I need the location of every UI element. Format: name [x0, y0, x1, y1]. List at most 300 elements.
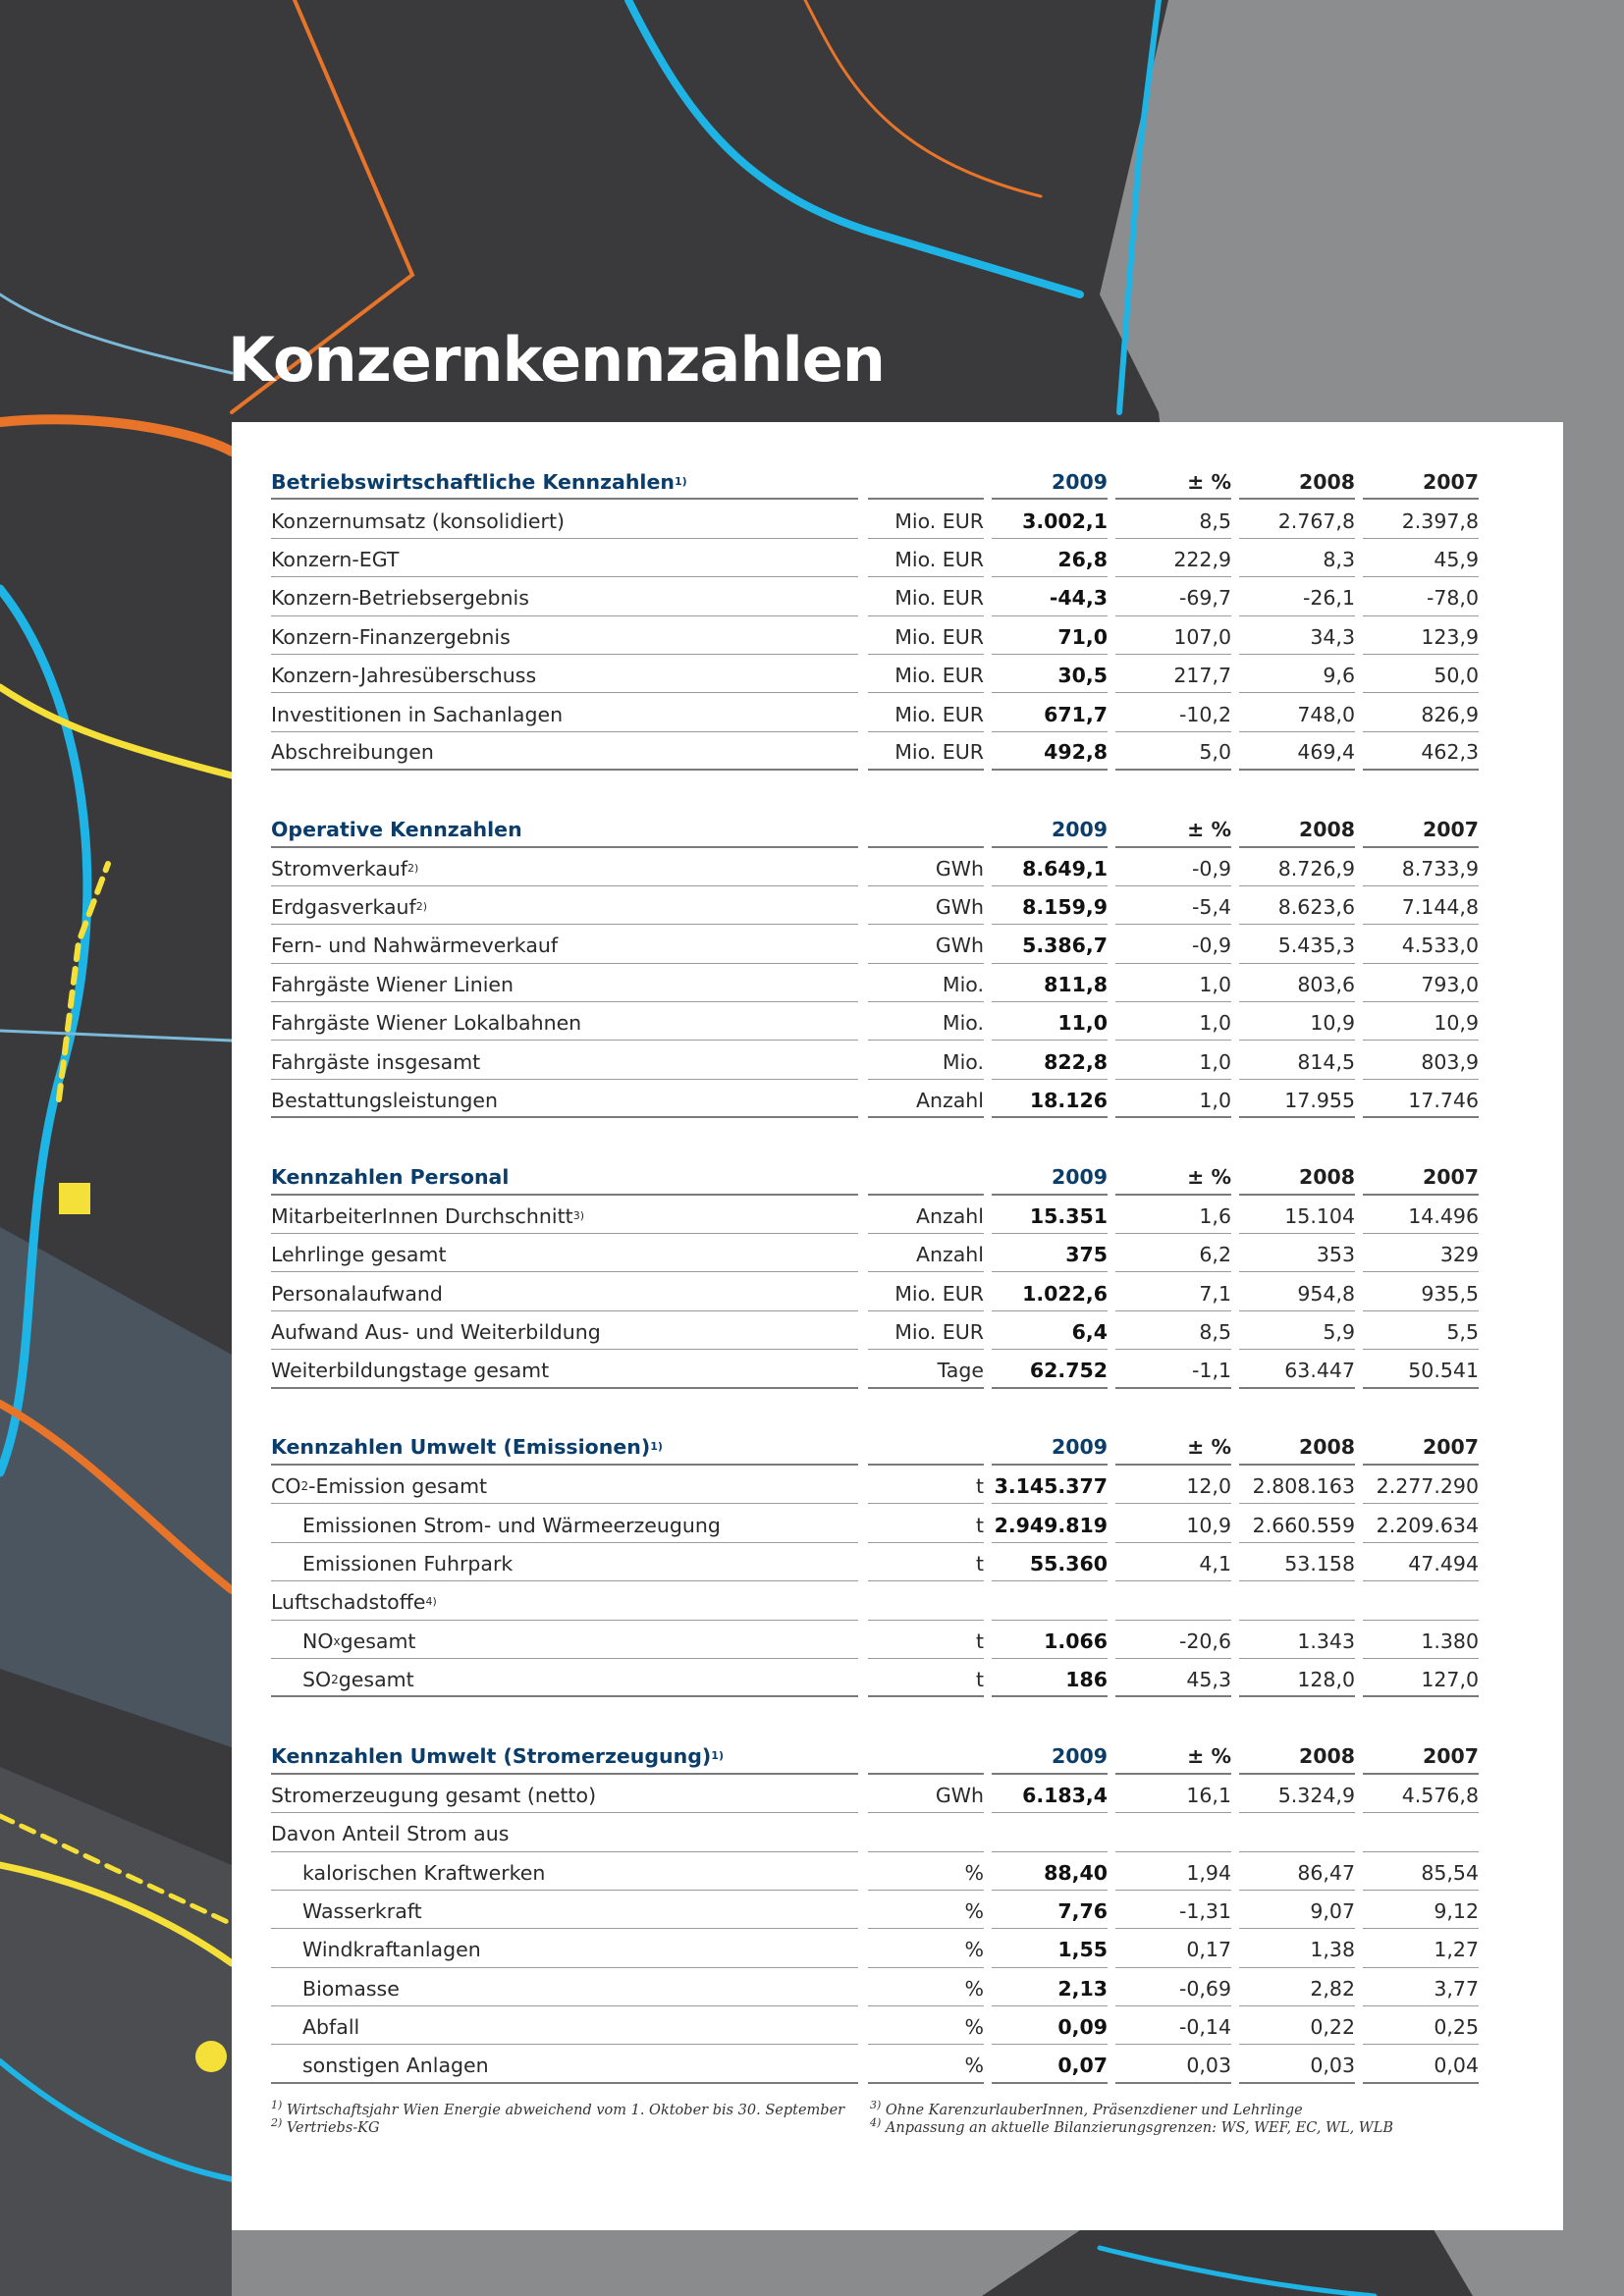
unit-cell: Tage — [868, 1350, 984, 1388]
value-2008: 353 — [1239, 1234, 1355, 1272]
row-label-text: Fahrgäste Wiener Lokalbahnen — [271, 1011, 582, 1036]
section-header-row — [271, 1735, 1479, 1774]
footnote: $^{2)}$ Vertriebs-KG — [271, 2116, 380, 2136]
unit-cell: Mio. — [868, 1041, 984, 1079]
change-percent-header: ± % — [1115, 461, 1231, 500]
kennzahlen-section — [271, 809, 1479, 1118]
row-label-text: Fahrgäste insgesamt — [271, 1049, 481, 1074]
value-2009: 1.022,6 — [992, 1272, 1108, 1310]
value-2008: 53.158 — [1239, 1543, 1355, 1581]
year-2007-header: 2007 — [1363, 809, 1479, 847]
table-row — [271, 925, 1479, 963]
value-2009: 811,8 — [992, 964, 1108, 1002]
page-title: Konzernkennzahlen — [228, 324, 885, 396]
row-label — [271, 1775, 858, 1813]
table-row — [271, 732, 1479, 771]
value-2007: 4.533,0 — [1363, 925, 1479, 963]
row-label-text: Wasserkraft — [302, 1899, 422, 1924]
kennzahlen-section — [271, 1156, 1479, 1388]
change-percent: 0,17 — [1115, 1929, 1231, 1967]
section-header-row — [271, 461, 1479, 500]
section-heading: Kennzahlen Umwelt (Stromerzeugung) 1) — [271, 1735, 858, 1774]
value-2008: 814,5 — [1239, 1041, 1355, 1079]
value-2009: 822,8 — [992, 1041, 1108, 1079]
footnotes-right — [870, 2099, 1469, 2138]
value-2008: 9,6 — [1239, 655, 1355, 693]
year-2009-header: 2009 — [992, 1735, 1108, 1774]
value-2009: 6,4 — [992, 1311, 1108, 1350]
value-2009: -44,3 — [992, 577, 1108, 615]
value-2008: -26,1 — [1239, 577, 1355, 615]
row-label-text: Davon Anteil Strom aus — [271, 1822, 510, 1846]
value-2009: 0,09 — [992, 2006, 1108, 2045]
change-percent: -10,2 — [1115, 693, 1231, 731]
change-percent: 107,0 — [1115, 616, 1231, 655]
value-2007: 0,25 — [1363, 2006, 1479, 2045]
unit-cell: Mio. EUR — [868, 1311, 984, 1350]
unit-cell: Mio. EUR — [868, 500, 984, 538]
row-label-text: Bestattungsleistungen — [271, 1088, 499, 1112]
row-label — [271, 1002, 858, 1041]
key-figures-tables — [271, 461, 1479, 2122]
value-2008: 1.343 — [1239, 1621, 1355, 1659]
value-2009: 1,55 — [992, 1929, 1108, 1967]
value-2008: 469,4 — [1239, 732, 1355, 771]
unit-cell: Anzahl — [868, 1234, 984, 1272]
row-label — [271, 964, 858, 1002]
unit-cell: Mio. EUR — [868, 1272, 984, 1310]
value-2009: 186 — [992, 1659, 1108, 1697]
key-figures-panel — [232, 422, 1563, 2230]
row-label — [271, 1350, 858, 1388]
value-2007: 123,9 — [1363, 616, 1479, 655]
table-row — [271, 1504, 1479, 1542]
value-2008: 2.767,8 — [1239, 500, 1355, 538]
row-label-text: Luftschadstoffe — [271, 1590, 426, 1615]
table-row — [271, 2006, 1479, 2045]
table-row — [271, 1350, 1479, 1388]
row-label-text: Konzern-Finanzergebnis — [271, 624, 511, 649]
change-percent: 1,94 — [1115, 1852, 1231, 1891]
value-2008: 803,6 — [1239, 964, 1355, 1002]
table-row — [271, 1196, 1479, 1234]
year-2008-header: 2008 — [1239, 809, 1355, 847]
row-label-text: Fern- und Nahwärmeverkauf — [271, 934, 559, 958]
change-percent: 1,0 — [1115, 1041, 1231, 1079]
value-2007: 803,9 — [1363, 1041, 1479, 1079]
section-header-row — [271, 1156, 1479, 1195]
table-row — [271, 1002, 1479, 1041]
table-row — [271, 1041, 1479, 1079]
unit-cell: GWh — [868, 1775, 984, 1813]
value-2009: 30,5 — [992, 655, 1108, 693]
value-2007: 2.277.290 — [1363, 1466, 1479, 1504]
value-2008: 5,9 — [1239, 1311, 1355, 1350]
row-label-text: Stromerzeugung gesamt (netto) — [271, 1783, 597, 1807]
row-label — [271, 693, 858, 731]
row-label-suffix: gesamt — [340, 1629, 416, 1653]
value-2008: 34,3 — [1239, 616, 1355, 655]
change-percent: 4,1 — [1115, 1543, 1231, 1581]
value-2007: 14.496 — [1363, 1196, 1479, 1234]
unit-cell — [868, 1581, 984, 1620]
value-2009: 375 — [992, 1234, 1108, 1272]
table-row — [271, 1659, 1479, 1697]
unit-cell: Anzahl — [868, 1080, 984, 1118]
value-2008: 8.726,9 — [1239, 848, 1355, 886]
row-label-text: Konzern-Jahresüberschuss — [271, 664, 537, 688]
year-2008-header: 2008 — [1239, 1427, 1355, 1466]
unit-cell: Mio. EUR — [868, 732, 984, 771]
value-2007: 2.397,8 — [1363, 500, 1479, 538]
section-heading-text: Kennzahlen Umwelt (Emissionen) — [271, 1435, 651, 1460]
row-label-text: Emissionen Fuhrpark — [302, 1551, 514, 1575]
row-label-text: kalorischen Kraftwerken — [302, 1860, 546, 1885]
table-row — [271, 1311, 1479, 1350]
section-heading-text: Operative Kennzahlen — [271, 817, 522, 841]
row-label — [271, 1929, 858, 1967]
row-label-text: Aufwand Aus- und Weiterbildung — [271, 1320, 601, 1344]
row-label: CO 2 -Emission gesamt — [271, 1466, 858, 1504]
value-2009: 26,8 — [992, 539, 1108, 577]
section-heading-text: Betriebswirtschaftliche Kennzahlen — [271, 469, 675, 494]
unit-cell: % — [868, 1852, 984, 1891]
row-label — [271, 616, 858, 655]
value-2008: 2.660.559 — [1239, 1504, 1355, 1542]
value-2008: 8.623,6 — [1239, 886, 1355, 925]
change-percent: 1,6 — [1115, 1196, 1231, 1234]
row-label-text: Windkraftanlagen — [302, 1938, 481, 1962]
value-2007: 462,3 — [1363, 732, 1479, 771]
unit-cell: Mio. EUR — [868, 693, 984, 731]
section-heading-text: Kennzahlen Personal — [271, 1164, 510, 1189]
row-label-text: NO — [302, 1629, 334, 1653]
value-2008: 5.324,9 — [1239, 1775, 1355, 1813]
section-heading: Betriebswirtschaftliche Kennzahlen 1) — [271, 461, 858, 500]
row-label-text: Weiterbildungstage gesamt — [271, 1358, 550, 1382]
footnotes-left — [271, 2099, 870, 2138]
unit-cell: Mio. EUR — [868, 577, 984, 615]
row-label — [271, 577, 858, 615]
row-label — [271, 732, 858, 771]
unit-column-header — [868, 461, 984, 500]
row-label-text: Abfall — [302, 2015, 360, 2040]
change-percent: 222,9 — [1115, 539, 1231, 577]
value-2007: 127,0 — [1363, 1659, 1479, 1697]
year-2009-header: 2009 — [992, 1156, 1108, 1195]
value-2007: 47.494 — [1363, 1543, 1479, 1581]
table-row — [271, 1581, 1479, 1620]
row-label-text: Konzern-EGT — [271, 547, 400, 571]
unit-cell: % — [868, 2006, 984, 2045]
change-percent: -0,14 — [1115, 2006, 1231, 2045]
table-row — [271, 964, 1479, 1002]
section-header-row — [271, 809, 1479, 847]
unit-cell: Mio. EUR — [868, 616, 984, 655]
year-2007-header: 2007 — [1363, 1156, 1479, 1195]
value-2008: 2,82 — [1239, 1968, 1355, 2006]
change-percent: -69,7 — [1115, 577, 1231, 615]
change-percent: 0,03 — [1115, 2045, 1231, 2083]
year-2007-header: 2007 — [1363, 1427, 1479, 1466]
row-label: Erdgasverkauf 2) — [271, 886, 858, 925]
unit-cell: % — [868, 1929, 984, 1967]
unit-cell: t — [868, 1659, 984, 1697]
value-2007: 1,27 — [1363, 1929, 1479, 1967]
unit-column-header — [868, 1735, 984, 1774]
value-2009: 3.145.377 — [992, 1466, 1108, 1504]
value-2008 — [1239, 1581, 1355, 1620]
change-percent: -0,69 — [1115, 1968, 1231, 2006]
year-2009-header: 2009 — [992, 461, 1108, 500]
table-row — [271, 1543, 1479, 1581]
table-row — [271, 1968, 1479, 2006]
value-2008: 8,3 — [1239, 539, 1355, 577]
change-percent-header: ± % — [1115, 1427, 1231, 1466]
row-label — [271, 1968, 858, 2006]
value-2009: 5.386,7 — [992, 925, 1108, 963]
value-2008: 15.104 — [1239, 1196, 1355, 1234]
change-percent: -1,1 — [1115, 1350, 1231, 1388]
value-2008: 86,47 — [1239, 1852, 1355, 1891]
value-2008: 0,22 — [1239, 2006, 1355, 2045]
value-2009: 15.351 — [992, 1196, 1108, 1234]
value-2008: 2.808.163 — [1239, 1466, 1355, 1504]
value-2007: 9,12 — [1363, 1891, 1479, 1929]
row-label: SO 2 gesamt — [271, 1659, 858, 1697]
value-2007: 793,0 — [1363, 964, 1479, 1002]
row-label — [271, 2045, 858, 2083]
value-2009: 62.752 — [992, 1350, 1108, 1388]
table-row — [271, 2045, 1479, 2083]
kennzahlen-section — [271, 461, 1479, 771]
row-label — [271, 1311, 858, 1350]
value-2007: 10,9 — [1363, 1002, 1479, 1041]
unit-cell: t — [868, 1543, 984, 1581]
value-2009: 2,13 — [992, 1968, 1108, 2006]
value-2009: 55.360 — [992, 1543, 1108, 1581]
row-label-text: Investitionen in Sachanlagen — [271, 702, 564, 726]
unit-cell: t — [868, 1504, 984, 1542]
change-percent-header: ± % — [1115, 1735, 1231, 1774]
change-percent: 5,0 — [1115, 732, 1231, 771]
change-percent-header: ± % — [1115, 1156, 1231, 1195]
change-percent: -0,9 — [1115, 925, 1231, 963]
value-2007: 4.576,8 — [1363, 1775, 1479, 1813]
table-row — [271, 1852, 1479, 1891]
row-label-text: Lehrlinge gesamt — [271, 1243, 447, 1267]
row-label-text: MitarbeiterInnen Durchschnitt — [271, 1203, 573, 1228]
row-label-text: Konzern-Betriebsergebnis — [271, 586, 529, 611]
change-percent: 1,0 — [1115, 1002, 1231, 1041]
section-heading — [271, 1156, 858, 1195]
table-row — [271, 1813, 1479, 1851]
change-percent: -5,4 — [1115, 886, 1231, 925]
row-label: MitarbeiterInnen Durchschnitt 3) — [271, 1196, 858, 1234]
unit-cell: % — [868, 2045, 984, 2083]
unit-cell: GWh — [868, 886, 984, 925]
value-2007 — [1363, 1581, 1479, 1620]
row-label-text: Erdgasverkauf — [271, 895, 416, 920]
change-percent: 7,1 — [1115, 1272, 1231, 1310]
unit-cell — [868, 1813, 984, 1851]
value-2008 — [1239, 1813, 1355, 1851]
row-label — [271, 925, 858, 963]
value-2009: 492,8 — [992, 732, 1108, 771]
row-label-text: Personalaufwand — [271, 1281, 443, 1306]
row-label — [271, 1891, 858, 1929]
row-label-text: sonstigen Anlagen — [302, 2054, 489, 2078]
table-row — [271, 539, 1479, 577]
value-2007: -78,0 — [1363, 577, 1479, 615]
value-2008: 5.435,3 — [1239, 925, 1355, 963]
value-2007: 2.209.634 — [1363, 1504, 1479, 1542]
table-row — [271, 1621, 1479, 1659]
value-2007: 7.144,8 — [1363, 886, 1479, 925]
table-row — [271, 1080, 1479, 1118]
value-2008: 63.447 — [1239, 1350, 1355, 1388]
table-row — [271, 616, 1479, 655]
unit-cell: % — [868, 1891, 984, 1929]
value-2009: 6.183,4 — [992, 1775, 1108, 1813]
kennzahlen-section — [271, 1427, 1479, 1698]
value-2007: 85,54 — [1363, 1852, 1479, 1891]
table-row — [271, 693, 1479, 731]
row-label — [271, 1272, 858, 1310]
value-2007: 826,9 — [1363, 693, 1479, 731]
footnote: $^{1)}$ Wirtschaftsjahr Wien Energie abweichend vom 1. Oktober bis 30. September — [271, 2099, 845, 2118]
row-label-text: Biomasse — [302, 1976, 400, 2001]
row-label — [271, 539, 858, 577]
row-label — [271, 2006, 858, 2045]
table-row — [271, 1929, 1479, 1967]
value-2007: 329 — [1363, 1234, 1479, 1272]
section-header-row — [271, 1427, 1479, 1466]
change-percent: 1,0 — [1115, 964, 1231, 1002]
value-2008: 748,0 — [1239, 693, 1355, 731]
table-row — [271, 1234, 1479, 1272]
value-2009: 7,76 — [992, 1891, 1108, 1929]
value-2007: 50.541 — [1363, 1350, 1479, 1388]
value-2007: 5,5 — [1363, 1311, 1479, 1350]
row-label — [271, 1813, 858, 1851]
table-row — [271, 655, 1479, 693]
section-heading — [271, 809, 858, 847]
unit-cell: Mio. — [868, 1002, 984, 1041]
unit-column-header — [868, 1427, 984, 1466]
value-2007: 50,0 — [1363, 655, 1479, 693]
value-2007: 3,77 — [1363, 1968, 1479, 2006]
row-label — [271, 500, 858, 538]
year-2008-header: 2008 — [1239, 1156, 1355, 1195]
change-percent: 6,2 — [1115, 1234, 1231, 1272]
year-2007-header: 2007 — [1363, 1735, 1479, 1774]
row-label-suffix: -Emission gesamt — [308, 1474, 488, 1499]
change-percent: 217,7 — [1115, 655, 1231, 693]
section-heading-text: Kennzahlen Umwelt (Stromerzeugung) — [271, 1744, 712, 1769]
unit-cell: Anzahl — [868, 1196, 984, 1234]
value-2009 — [992, 1813, 1108, 1851]
kennzahlen-section — [271, 1735, 1479, 2084]
value-2008: 0,03 — [1239, 2045, 1355, 2083]
change-percent — [1115, 1581, 1231, 1620]
change-percent: 45,3 — [1115, 1659, 1231, 1697]
row-label: NO x gesamt — [271, 1621, 858, 1659]
value-2009: 1.066 — [992, 1621, 1108, 1659]
row-label — [271, 1543, 858, 1581]
row-label-text: Stromverkauf — [271, 856, 407, 881]
value-2007: 45,9 — [1363, 539, 1479, 577]
year-2007-header: 2007 — [1363, 461, 1479, 500]
row-label-text: CO — [271, 1474, 301, 1499]
value-2009: 2.949.819 — [992, 1504, 1108, 1542]
row-label — [271, 1234, 858, 1272]
year-2008-header: 2008 — [1239, 461, 1355, 500]
unit-cell: GWh — [868, 848, 984, 886]
row-label — [271, 1504, 858, 1542]
year-2009-header: 2009 — [992, 1427, 1108, 1466]
value-2007: 1.380 — [1363, 1621, 1479, 1659]
unit-cell: Mio. EUR — [868, 655, 984, 693]
row-label-text: Konzernumsatz (konsolidiert) — [271, 508, 565, 533]
change-percent: -1,31 — [1115, 1891, 1231, 1929]
row-label-suffix: gesamt — [338, 1667, 414, 1691]
value-2007: 8.733,9 — [1363, 848, 1479, 886]
row-label: Luftschadstoffe 4) — [271, 1581, 858, 1620]
change-percent: 8,5 — [1115, 500, 1231, 538]
value-2008: 17.955 — [1239, 1080, 1355, 1118]
table-row — [271, 886, 1479, 925]
year-2008-header: 2008 — [1239, 1735, 1355, 1774]
value-2007: 0,04 — [1363, 2045, 1479, 2083]
unit-cell: t — [868, 1466, 984, 1504]
row-label-text: Fahrgäste Wiener Linien — [271, 972, 514, 996]
change-percent: 16,1 — [1115, 1775, 1231, 1813]
table-row — [271, 577, 1479, 615]
value-2009: 8.159,9 — [992, 886, 1108, 925]
row-label — [271, 1041, 858, 1079]
table-row — [271, 1891, 1479, 1929]
change-percent: 10,9 — [1115, 1504, 1231, 1542]
table-row — [271, 1272, 1479, 1310]
table-row — [271, 1775, 1479, 1813]
value-2009: 671,7 — [992, 693, 1108, 731]
unit-cell: t — [868, 1621, 984, 1659]
change-percent: 12,0 — [1115, 1466, 1231, 1504]
value-2007: 17.746 — [1363, 1080, 1479, 1118]
value-2009 — [992, 1581, 1108, 1620]
value-2009: 0,07 — [992, 2045, 1108, 2083]
value-2009: 11,0 — [992, 1002, 1108, 1041]
value-2009: 71,0 — [992, 616, 1108, 655]
table-row — [271, 848, 1479, 886]
year-2009-header: 2009 — [992, 809, 1108, 847]
footnote: $^{4)}$ Anpassung an aktuelle Bilanzierungsgrenzen: WS, WEF, EC, WL, WLB — [870, 2116, 1393, 2136]
row-label — [271, 1080, 858, 1118]
change-percent: 1,0 — [1115, 1080, 1231, 1118]
footnotes — [271, 2099, 1489, 2138]
value-2009: 8.649,1 — [992, 848, 1108, 886]
row-label — [271, 655, 858, 693]
value-2009: 18.126 — [992, 1080, 1108, 1118]
value-2009: 3.002,1 — [992, 500, 1108, 538]
unit-column-header — [868, 1156, 984, 1195]
change-percent-header: ± % — [1115, 809, 1231, 847]
section-heading: Kennzahlen Umwelt (Emissionen) 1) — [271, 1427, 858, 1466]
change-percent — [1115, 1813, 1231, 1851]
value-2008: 1,38 — [1239, 1929, 1355, 1967]
value-2008: 954,8 — [1239, 1272, 1355, 1310]
